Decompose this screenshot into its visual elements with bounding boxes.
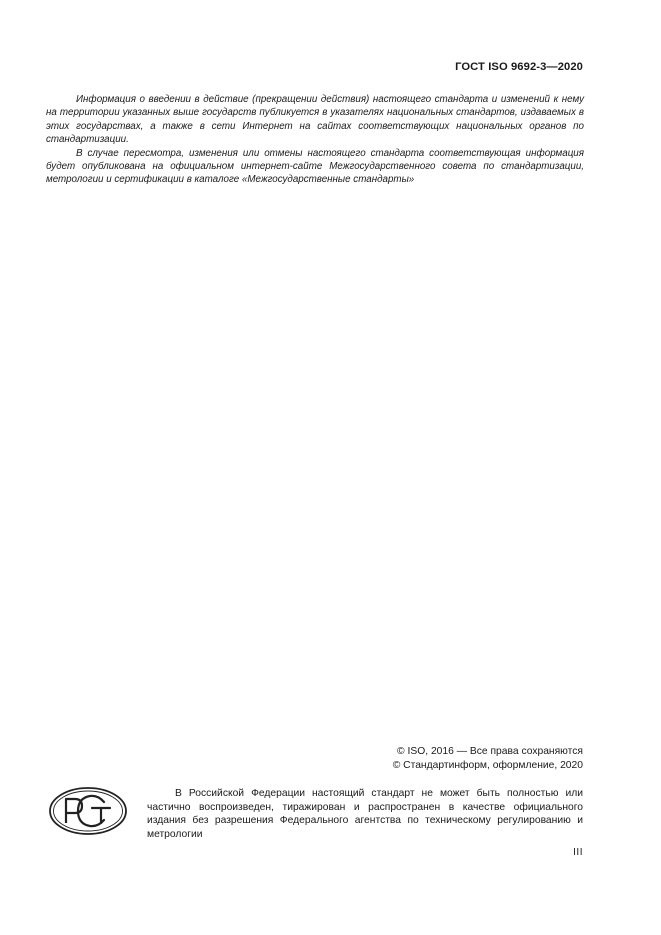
copyright-block [393, 745, 583, 774]
standard-code-header: ГОСТ ISO 9692-3—2020 [455, 61, 583, 73]
copyright-standartinform: © Стандартинформ, оформление, 2020 [392, 760, 583, 772]
copyright-iso: © ISO, 2016 — Все права сохраняются [397, 746, 583, 757]
legal-notice [147, 787, 583, 841]
info-paragraph-publication: Информация о введении в действие (прекращении действия) настоящего стандарта и изменений к нему на территории указанных выше государств публикуется в указателях национальных стандартов, издаваемых в этих государствах, а также в сети Интернет на сайтах соответствующих национальных органов по стандартизации. [46, 94, 584, 146]
info-paragraph-revision: В случае пересмотра, изменения или отмены настоящего стандарта соответствующая информация будет опубликована на официальном интернет-сайте Межгосударственного совета по стандартизации, метрологии и сертификации в каталоге «Межгосударственные стандарты» [46, 147, 584, 186]
legal-notice-text: В Российской Федерации настоящий стандарт не может быть полностью или частично воспроизведен, тиражирован и распространен в качестве официального издания без разрешения Федерального агентства по техническому регулированию и метрологии [147, 788, 583, 840]
rst-certification-mark-icon [48, 786, 128, 836]
info-block [46, 93, 584, 187]
page-number: III [573, 847, 583, 858]
